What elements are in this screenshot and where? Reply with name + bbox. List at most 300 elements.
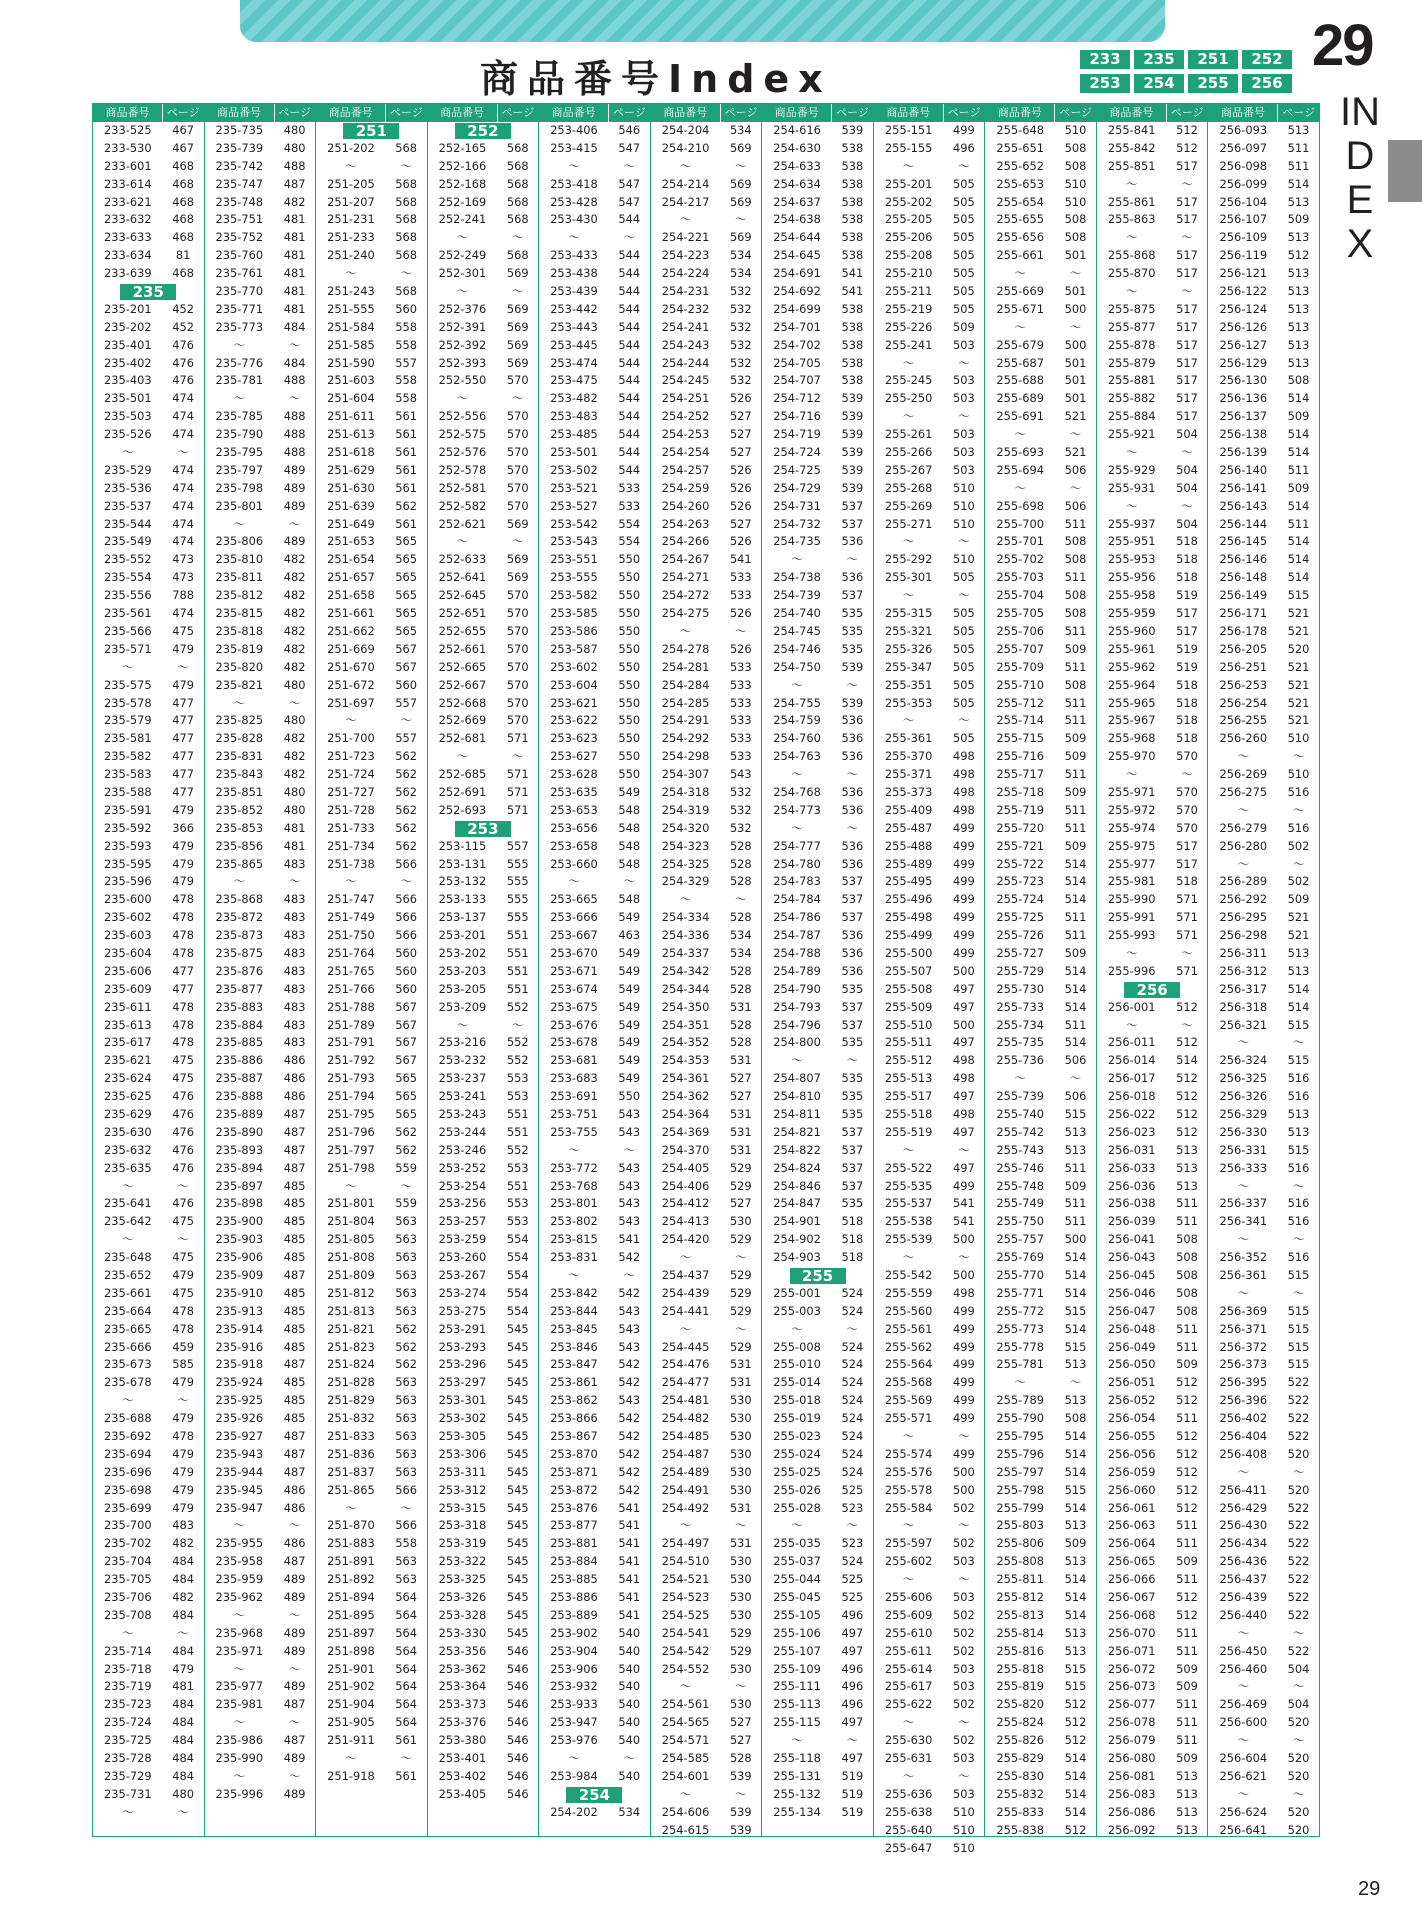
product-code: 235-748 — [215, 194, 264, 209]
product-code: 256-280 — [1219, 838, 1268, 853]
product-code: 253-675 — [550, 999, 598, 1014]
page-ref: 561 — [395, 427, 418, 442]
product-code: 255-958 — [1107, 588, 1156, 603]
table-row — [1097, 1070, 1208, 1088]
product-code: 255-693 — [996, 445, 1044, 460]
page-ref: 564 — [395, 1590, 418, 1605]
table-row — [1097, 1142, 1208, 1160]
product-code: 256-600 — [1219, 1715, 1268, 1730]
product-code: 235-723 — [104, 1697, 152, 1712]
table-row — [1208, 516, 1319, 534]
product-code: ～ — [1126, 284, 1138, 299]
table-row — [762, 1321, 873, 1339]
product-code: 255-561 — [884, 1321, 933, 1336]
product-code: 254-552 — [661, 1661, 710, 1676]
product-code: ～ — [233, 1607, 246, 1622]
product-code: 255-151 — [884, 123, 933, 137]
product-code: 235-735 — [215, 123, 264, 137]
table-row — [316, 372, 427, 390]
page-ref: 502 — [953, 1697, 975, 1712]
table-row — [874, 1696, 985, 1714]
table-row — [651, 1070, 762, 1088]
product-code: 253-439 — [550, 284, 598, 299]
product-code: 256-141 — [1219, 480, 1268, 495]
page-ref: 475 — [172, 1071, 194, 1086]
page-ref: 515 — [1287, 1339, 1310, 1354]
product-code: 256-337 — [1219, 1196, 1268, 1211]
product-code: 235-544 — [104, 516, 152, 531]
table-row — [1097, 1178, 1208, 1196]
table-row — [651, 283, 762, 301]
table-row — [762, 1392, 873, 1410]
table-row — [1097, 265, 1208, 283]
page-ref: 517 — [1176, 373, 1198, 388]
table-row — [428, 1249, 539, 1267]
page-ref: 549 — [618, 963, 641, 978]
product-code: 251-898 — [327, 1643, 375, 1658]
table-row — [874, 1464, 985, 1482]
page-ref: 534 — [618, 1804, 641, 1819]
product-code: 255-748 — [996, 1178, 1044, 1193]
page-ref: 552 — [506, 1053, 529, 1068]
product-code: 253-401 — [438, 1751, 487, 1766]
table-row — [1208, 337, 1319, 355]
page-ref: 514 — [1064, 963, 1087, 978]
page-ref: 530 — [729, 1554, 752, 1569]
page-ref: 524 — [841, 1464, 864, 1479]
product-code: 255-574 — [884, 1446, 933, 1461]
product-code: 235-698 — [104, 1482, 152, 1497]
table-row — [874, 1106, 985, 1124]
page-ref: 514 — [1064, 1590, 1087, 1605]
page-ref: 520 — [1287, 641, 1310, 656]
product-code: 251-661 — [327, 606, 375, 621]
table-row — [93, 140, 204, 158]
page-ref: 515 — [1064, 1106, 1087, 1121]
page-ref: ～ — [958, 1572, 970, 1587]
product-code: 251-918 — [327, 1768, 375, 1783]
table-row — [539, 623, 650, 641]
product-code: 251-895 — [327, 1607, 375, 1622]
table-row — [428, 1178, 539, 1196]
product-code: 235-856 — [215, 838, 264, 853]
product-code: 235-718 — [104, 1661, 152, 1676]
product-code: 253-660 — [550, 856, 598, 871]
page-ref: 562 — [395, 749, 418, 764]
page-ref: 545 — [506, 1625, 529, 1640]
table-row — [93, 1231, 204, 1249]
product-code: ～ — [1237, 1035, 1249, 1050]
product-code: 252-376 — [438, 301, 487, 316]
table-row — [874, 1374, 985, 1392]
product-code: 255-498 — [884, 910, 933, 925]
table-row — [428, 1374, 539, 1392]
table-row — [205, 1356, 316, 1374]
product-code: 255-132 — [773, 1786, 821, 1801]
page-ref: 553 — [506, 1071, 529, 1086]
product-code: 252-392 — [438, 337, 487, 352]
product-code: 251-207 — [327, 194, 375, 209]
page-ref: ～ — [288, 1518, 301, 1533]
page-ref: 513 — [1287, 284, 1310, 299]
table-row — [1208, 1804, 1319, 1822]
page-ref: 509 — [1064, 945, 1087, 960]
table-row — [1208, 1464, 1319, 1482]
table-row — [1097, 1750, 1208, 1768]
page-ref: 503 — [953, 337, 975, 352]
product-code: ～ — [1126, 1017, 1138, 1032]
product-code: 251-812 — [327, 1285, 375, 1300]
page-ref: 500 — [953, 963, 975, 978]
product-code: 253-252 — [438, 1160, 487, 1175]
page-ref: 563 — [395, 1411, 418, 1426]
page-ref: 501 — [1064, 373, 1087, 388]
table-row — [316, 623, 427, 641]
product-code: 254-241 — [661, 319, 710, 334]
table-row — [316, 1249, 427, 1267]
product-code: 254-485 — [661, 1429, 710, 1444]
table-row — [762, 444, 873, 462]
table-row — [762, 1428, 873, 1446]
section-heading: 253 — [455, 821, 511, 837]
page-ref: 568 — [395, 194, 418, 209]
page-ref: 563 — [395, 1446, 418, 1461]
product-code: 235-635 — [104, 1160, 152, 1175]
index-column — [93, 104, 205, 1836]
page-ref: 570 — [506, 659, 529, 674]
table-row — [985, 355, 1096, 373]
product-code: 254-253 — [661, 427, 710, 442]
table-row — [651, 1517, 762, 1535]
product-code: 255-245 — [884, 373, 933, 388]
table-row — [1097, 247, 1208, 265]
page-ref: 529 — [729, 1643, 752, 1658]
product-code: 255-622 — [884, 1697, 933, 1712]
page-ref: 535 — [841, 606, 864, 621]
product-code: ～ — [791, 677, 803, 692]
page-ref: 530 — [729, 1429, 752, 1444]
table-row — [1097, 1535, 1208, 1553]
product-code: 255-268 — [884, 480, 933, 495]
page-ref: ～ — [177, 1178, 189, 1193]
section-heading-row — [316, 122, 427, 140]
page-ref: 512 — [1176, 1429, 1198, 1444]
product-code: 254-272 — [661, 588, 710, 603]
table-row — [1097, 1374, 1208, 1392]
product-code: 235-893 — [215, 1142, 264, 1157]
page-ref: 570 — [506, 677, 529, 692]
table-row — [651, 730, 762, 748]
product-code: 251-639 — [327, 498, 375, 513]
page-ref: 485 — [283, 1375, 306, 1390]
page-ref: 482 — [283, 767, 306, 782]
table-row — [985, 1052, 1096, 1070]
page-ref: 486 — [283, 1071, 306, 1086]
page-ref: 540 — [618, 1661, 641, 1676]
page-ref: 560 — [395, 677, 418, 692]
page-ref: ～ — [1292, 749, 1305, 764]
product-code: 256-046 — [1107, 1285, 1156, 1300]
table-row — [539, 140, 650, 158]
product-code: 254-846 — [773, 1178, 821, 1193]
page-ref: 545 — [506, 1607, 529, 1622]
product-code: 255-647 — [884, 1840, 933, 1855]
page-ref: 541 — [953, 1196, 975, 1211]
product-code: 254-481 — [661, 1393, 710, 1408]
table-row — [762, 1714, 873, 1732]
table-row — [762, 480, 873, 498]
page-ref: 484 — [172, 1572, 194, 1587]
page-ref: 480 — [283, 677, 306, 692]
page-ref: 544 — [618, 355, 641, 370]
product-code: ～ — [1237, 1679, 1249, 1694]
product-code: 235-552 — [104, 552, 152, 567]
page-ref: 545 — [506, 1554, 529, 1569]
table-row — [651, 176, 762, 194]
table-row — [539, 1178, 650, 1196]
page-ref: 569 — [729, 194, 752, 209]
page-ref: 513 — [1064, 1643, 1087, 1658]
product-code: 253-676 — [550, 1017, 598, 1032]
product-code: 235-819 — [215, 641, 264, 656]
product-code: 252-168 — [438, 176, 487, 191]
page-ref: 568 — [395, 284, 418, 299]
table-row — [316, 1017, 427, 1035]
product-code: 255-488 — [884, 838, 933, 853]
table-row — [762, 981, 873, 999]
table-row — [93, 1750, 204, 1768]
table-row — [205, 1464, 316, 1482]
product-code: 256-429 — [1219, 1500, 1268, 1515]
product-code: 251-891 — [327, 1554, 375, 1569]
product-code: 253-131 — [438, 856, 487, 871]
product-code: 256-055 — [1107, 1429, 1156, 1444]
product-code: 255-648 — [996, 123, 1044, 137]
page-ref: 484 — [172, 1715, 194, 1730]
page-ref: ～ — [177, 1232, 189, 1247]
page-ref: 529 — [729, 1339, 752, 1354]
table-row — [762, 1696, 873, 1714]
product-code: 235-591 — [104, 802, 152, 817]
product-code: 251-724 — [327, 767, 375, 782]
product-code: 251-821 — [327, 1321, 375, 1336]
product-code: ～ — [233, 1715, 246, 1730]
page-ref: 547 — [618, 194, 641, 209]
product-code: 253-947 — [550, 1715, 598, 1730]
table-row — [985, 748, 1096, 766]
table-row — [874, 1088, 985, 1106]
page-ref: 519 — [1176, 588, 1198, 603]
page-ref: 510 — [1064, 194, 1087, 209]
section-heading: 235 — [120, 284, 176, 300]
table-row — [316, 981, 427, 999]
page-ref: 533 — [729, 749, 752, 764]
product-code: 255-044 — [773, 1572, 821, 1587]
table-row — [762, 659, 873, 677]
table-row — [1208, 1822, 1319, 1840]
page-ref: 545 — [506, 1536, 529, 1551]
product-code: 255-499 — [884, 928, 933, 943]
table-row — [1097, 963, 1208, 981]
product-code: 254-271 — [661, 570, 710, 585]
section-badge: 251 — [1188, 50, 1238, 69]
product-code: 256-045 — [1107, 1268, 1156, 1282]
table-row — [1097, 802, 1208, 820]
page-ref: 544 — [618, 462, 641, 477]
product-code: 256-254 — [1219, 695, 1268, 710]
page-ref: ～ — [846, 1733, 859, 1748]
product-code: 255-669 — [996, 284, 1044, 299]
product-code: 254-732 — [773, 516, 821, 531]
table-row — [93, 820, 204, 838]
table-row — [985, 802, 1096, 820]
product-code: 256-450 — [1219, 1643, 1268, 1658]
product-code: 256-038 — [1107, 1196, 1156, 1211]
product-code: 255-733 — [996, 999, 1044, 1014]
page-ref: 555 — [506, 892, 529, 907]
product-code: 256-079 — [1107, 1733, 1156, 1748]
product-code: 254-735 — [773, 534, 821, 549]
table-row — [205, 1786, 316, 1804]
table-row — [1097, 1392, 1208, 1410]
page-ref: ～ — [177, 1625, 189, 1640]
page-ref: 515 — [1287, 1017, 1310, 1032]
table-row — [1208, 390, 1319, 408]
page-ref: 528 — [729, 963, 752, 978]
table-row — [762, 426, 873, 444]
page-ref: 518 — [1176, 534, 1198, 549]
product-code: 253-241 — [438, 1089, 487, 1104]
table-row — [874, 1768, 985, 1786]
table-row — [93, 1052, 204, 1070]
page-ref: 543 — [618, 1303, 641, 1318]
page-ref: 510 — [953, 552, 975, 567]
page-ref: 478 — [172, 945, 194, 960]
table-row — [1208, 1607, 1319, 1625]
page-ref: 535 — [841, 1196, 864, 1211]
table-row — [539, 909, 650, 927]
page-ref: 498 — [953, 1053, 975, 1068]
page-ref: 488 — [283, 445, 306, 460]
table-row — [1208, 140, 1319, 158]
product-code: 255-749 — [996, 1196, 1044, 1211]
product-code: 255-518 — [884, 1106, 933, 1121]
table-row — [539, 1428, 650, 1446]
product-code: 255-671 — [996, 301, 1044, 316]
product-code: 255-956 — [1107, 570, 1156, 585]
table-row — [539, 891, 650, 909]
table-row — [428, 551, 539, 569]
product-code: 255-113 — [773, 1697, 821, 1712]
product-code: ～ — [1237, 1786, 1249, 1801]
product-code: 256-396 — [1219, 1393, 1268, 1408]
table-row — [428, 1732, 539, 1750]
page-ref: 509 — [1287, 409, 1310, 424]
page-ref: 502 — [953, 1733, 975, 1748]
table-row — [93, 1517, 204, 1535]
header-page: ページ — [1170, 106, 1204, 119]
table-row — [762, 1374, 873, 1392]
page-ref: 511 — [1176, 1518, 1198, 1533]
page-ref: 497 — [953, 1160, 975, 1175]
product-code: 255-105 — [773, 1607, 821, 1622]
table-row — [651, 641, 762, 659]
product-code: 254-487 — [661, 1446, 710, 1461]
table-row — [651, 1178, 762, 1196]
page-ref: 536 — [841, 945, 864, 960]
table-row — [539, 1160, 650, 1178]
page-ref: 498 — [953, 1106, 975, 1121]
table-row — [93, 1786, 204, 1804]
product-code: 254-824 — [773, 1160, 821, 1175]
page-ref: 508 — [1176, 1285, 1198, 1300]
page-ref: 487 — [283, 1554, 306, 1569]
table-row — [316, 1661, 427, 1679]
page-ref: 510 — [1287, 767, 1310, 782]
page-ref: 549 — [618, 945, 641, 960]
page-ref: 484 — [283, 319, 306, 334]
table-row — [762, 372, 873, 390]
page-ref: 508 — [1176, 1232, 1198, 1247]
table-row — [1208, 229, 1319, 247]
table-row — [205, 122, 316, 140]
product-code: 235-906 — [215, 1250, 264, 1265]
page-ref: 539 — [729, 1768, 752, 1783]
page-ref: 497 — [953, 1124, 975, 1139]
table-row — [985, 623, 1096, 641]
table-row — [93, 319, 204, 337]
product-code: 255-631 — [884, 1751, 933, 1766]
page-ref: 529 — [729, 1160, 752, 1175]
page-ref: 511 — [1064, 713, 1087, 728]
page-ref: 513 — [1287, 945, 1310, 960]
product-code: 256-049 — [1107, 1339, 1156, 1354]
product-code: 253-259 — [438, 1232, 487, 1247]
product-code: ～ — [233, 874, 246, 889]
table-row — [1208, 122, 1319, 140]
page-ref: 519 — [841, 1804, 864, 1819]
product-code: 255-250 — [884, 391, 933, 406]
table-row — [539, 265, 650, 283]
table-row — [316, 444, 427, 462]
table-row — [205, 1535, 316, 1553]
header-code: 商品番号 — [985, 104, 1055, 122]
page-ref: 487 — [283, 1697, 306, 1712]
table-row — [1208, 1482, 1319, 1500]
table-row — [874, 1571, 985, 1589]
product-code: 253-254 — [438, 1178, 487, 1193]
table-row — [93, 695, 204, 713]
table-row — [985, 838, 1096, 856]
page-ref: 567 — [395, 999, 418, 1014]
table-row — [93, 981, 204, 999]
page-ref: 531 — [729, 1124, 752, 1139]
product-code: 251-902 — [327, 1679, 375, 1694]
table-row — [985, 1500, 1096, 1518]
product-code: 255-824 — [996, 1715, 1044, 1730]
page-ref: 547 — [618, 176, 641, 191]
table-row — [93, 1070, 204, 1088]
product-code: 255-107 — [773, 1643, 821, 1658]
header-page: ページ — [1059, 106, 1093, 119]
table-row — [985, 1160, 1096, 1178]
product-code: 255-509 — [884, 999, 933, 1014]
page-ref: 554 — [506, 1232, 529, 1247]
product-code: 235-876 — [215, 963, 264, 978]
table-row — [428, 301, 539, 319]
product-code: 253-373 — [438, 1697, 487, 1712]
page-ref: 530 — [729, 1697, 752, 1712]
